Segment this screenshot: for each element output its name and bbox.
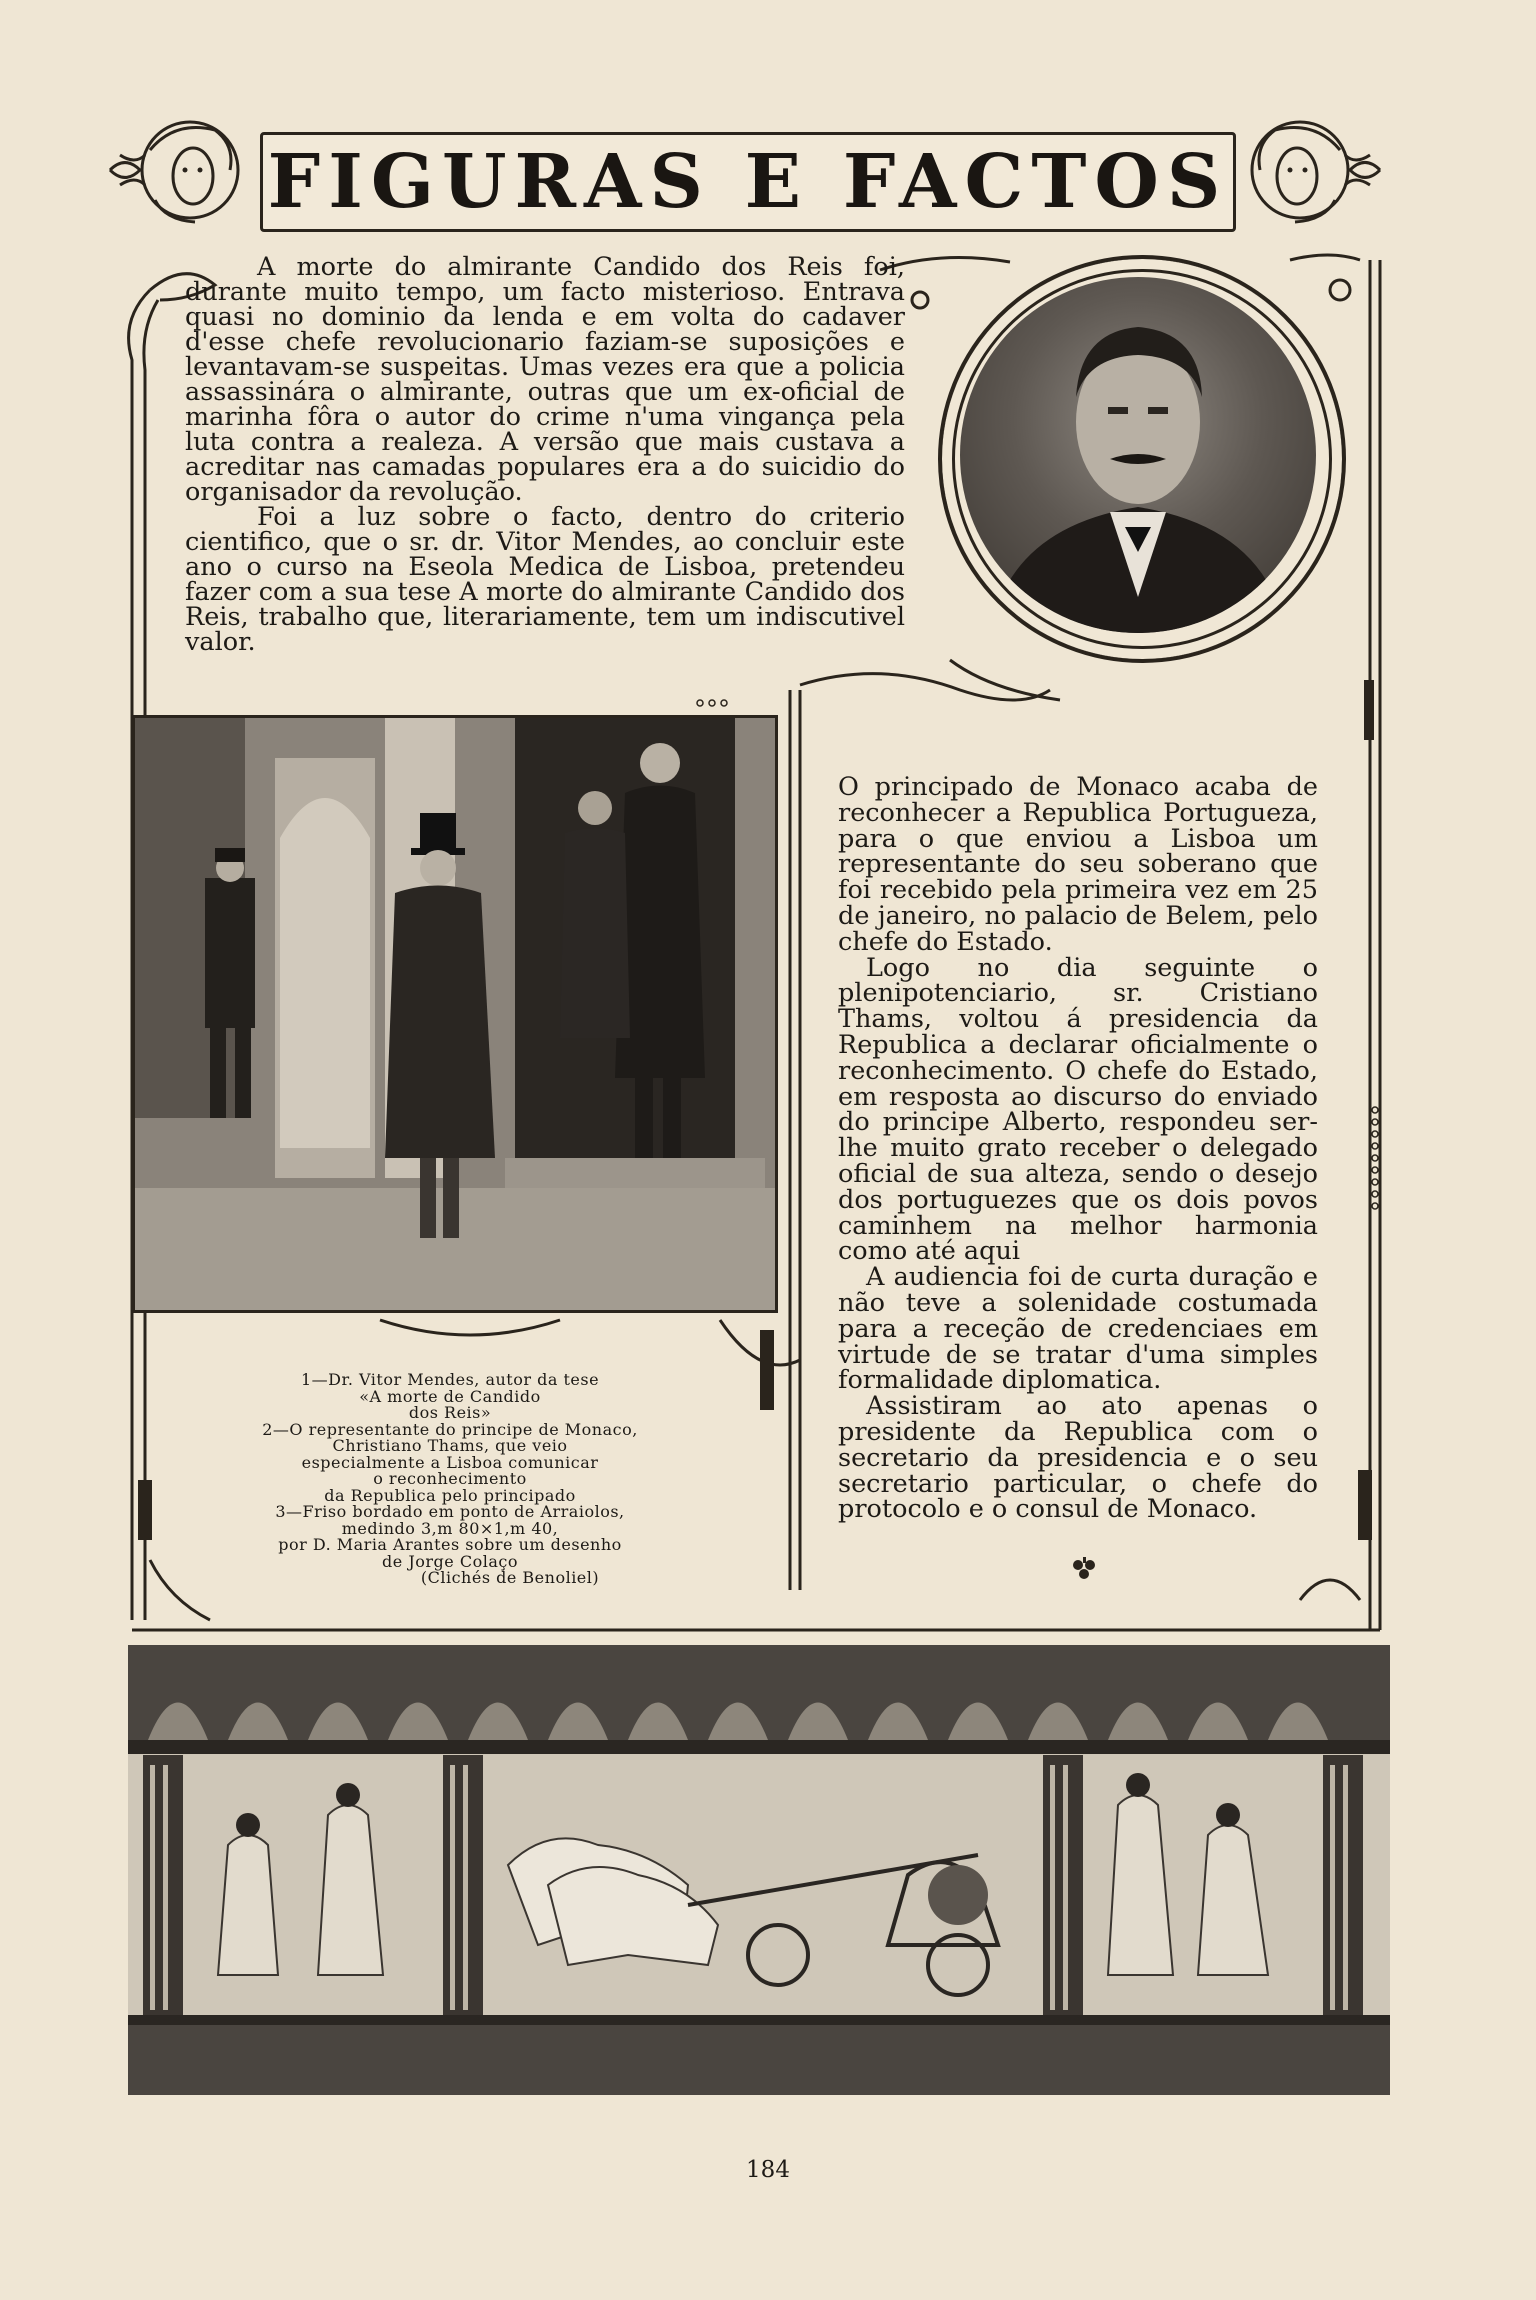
photo-caption [250, 1372, 650, 1612]
caption-line: especialmente a Lisboa comunicar [301, 1452, 599, 1472]
caption-line: o reconhecimento [373, 1469, 527, 1488]
man-portrait-figure [960, 277, 1316, 633]
grape-cluster-icon [1070, 1555, 1100, 1585]
article-paragraph: Assistiram ao ato apenas o presidente da Republica com o secretario da presidencia e o seu secretario particular, o chefe do protocolo e o consul de Monaco. [838, 1391, 1318, 1525]
art-nouveau-face-ornament-icon [105, 110, 255, 240]
embroidered-frieze [128, 1645, 1390, 2095]
intro-article [185, 252, 905, 675]
intro-paragraph: Foi a luz sobre o facto, dentro do criterio cientifico, que o sr. dr. Vitor Mendes, ao concluir este ano o curso na Eseola Medica de Lisboa, pretendeu fazer com a sua tese A morte do almirante Candido dos Reis, trabalho que, literariamente, tem um indiscutivel valor. [185, 502, 905, 657]
portrait-medallion [918, 255, 1368, 675]
caption-line: «A morte de Candido [359, 1386, 541, 1406]
caption-line: (Clichés de Benoliel) [420, 1568, 600, 1587]
art-nouveau-face-ornament-icon [1235, 110, 1385, 240]
caption-line: por D. Maria Arantes sobre um desenho [278, 1535, 622, 1554]
intro-paragraph: A morte do almirante Candido dos Reis foi, durante muito tempo, um facto misterioso. Entrava quasi no dominio da lenda e em volta do cadaver d'esse chefe revolucionario faziam-se suposições e levantavam-se suspeitas. Umas vezes era que a policia assassinára o almirante, outras que um ex-oficial de marinha fôra o autor do crime n'uma vingança pela luta contra a realeza. A versão que mais custava a acreditar nas camadas populares era a do suicidio do organisador da revolução. [185, 252, 905, 507]
caption-line: 3—Friso bordado em ponto de Arraiolos, [275, 1502, 625, 1521]
portrait-photo [960, 277, 1316, 633]
caption-line: Christiano Thams, que veio [332, 1436, 568, 1455]
header-title-box [260, 132, 1236, 232]
caption-line: de Jorge Colaço [382, 1551, 518, 1571]
photo-representative-at-palace [132, 715, 778, 1313]
article-paragraph: A audiencia foi de curta duração e não teve a solenidade costumada para a receção de credenciaes em virtude de se tratar d'uma simples formalidade diplomatica. [838, 1262, 1318, 1396]
article-paragraph: Logo no dia seguinte o plenipotenciario, sr. Cristiano Thams, voltou á presidencia da Republica a declarar oficialmente o reconhecimento. O chefe do Estado, em resposta ao discurso do enviado do principe Alberto, respondeu ser-lhe muito grato receber o delegado oficial de sua alteza, sendo o desejo dos portuguezes que os dois povos caminhem na melhor harmonia como até aqui [838, 952, 1318, 1267]
caption-line: medindo 3,m 80×1,m 40, [341, 1518, 559, 1538]
caption-line: 1—Dr. Vitor Mendes, autor da tese [300, 1370, 600, 1389]
caption-line: da Republica pelo principado [324, 1485, 576, 1505]
article-paragraph: O principado de Monaco acaba de reconhecer a Republica Portugueza, para o que enviou a Lisboa um representante do seu soberano que foi recebido pela primeira vez em 25 de janeiro, no palacio de Belem, pelo chefe do Estado. [838, 772, 1318, 957]
caption-line: 2—O representante do principe de Monaco, [262, 1419, 638, 1439]
page-title: FIGURAS E FACTOS [267, 139, 1229, 225]
page-number: 184 [746, 2157, 790, 2183]
section-header [105, 110, 1385, 230]
monaco-article [838, 772, 1318, 1535]
street-scene-figures [135, 718, 775, 1310]
caption-line: dos Reis» [408, 1403, 492, 1422]
frieze-chariot-scene [128, 1645, 1390, 2095]
